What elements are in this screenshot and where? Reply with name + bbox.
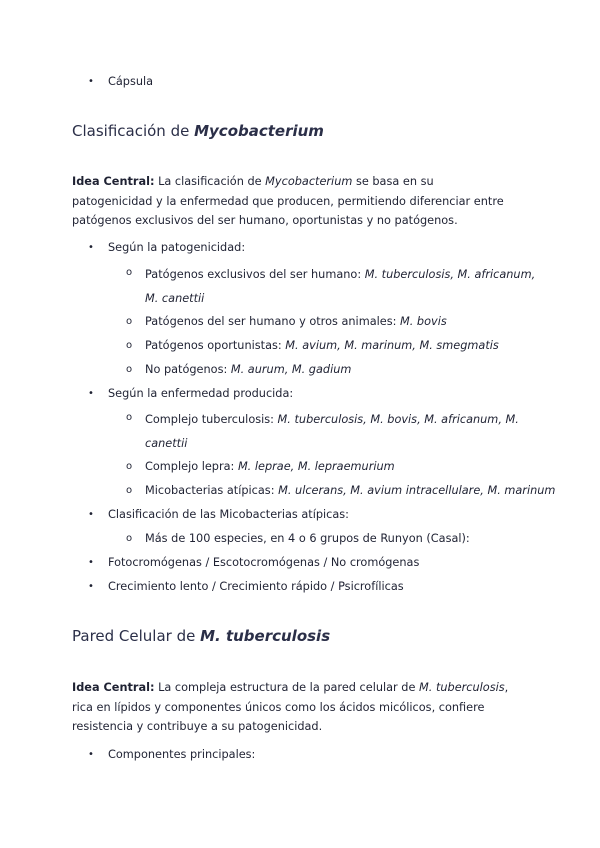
sub-item: Más de 100 especies, en 4 o 6 grupos de Runyon (Casal): [145, 532, 470, 545]
sub-item: No patógenos: M. aurum, M. gadium [145, 363, 352, 376]
bullet-glyph: • [88, 388, 94, 399]
sub-bullet-glyph: o [126, 485, 133, 496]
sub-item: Complejo lepra: M. leprae, M. lepraemurium [145, 460, 395, 473]
bullet-glyph: • [88, 509, 94, 520]
list-item: Crecimiento lento / Crecimiento rápido / Psicrofílicas [108, 580, 404, 593]
list-item-enfermedad: Según la enfermedad producida: [108, 387, 294, 400]
list-item: Fotocromógenas / Escotocromógenas / No cromógenas [108, 556, 420, 569]
sub-item: Patógenos del ser humano y otros animales: M. bovis [145, 315, 447, 328]
bullet-glyph: • [88, 581, 94, 592]
sub-bullet-glyph: o [126, 533, 133, 544]
idea-central-paragraph: Idea Central: La compleja estructura de la pared celular de M. tuberculosis, rica en lípidos y componentes únicos como los ácidos micólicos, confiere resistencia y contribuye a su patogenicidad. [72, 681, 509, 733]
list-item-capsula: Cápsula [108, 75, 154, 88]
section-heading-pared-celular: Pared Celular de M. tuberculosis [72, 627, 331, 645]
bullet-glyph: • [88, 749, 94, 760]
sub-item: Complejo tuberculosis: M. tuberculosis, M. bovis, M. africanum, M. canettii [145, 413, 519, 450]
list-item-atipicas: Clasificación de las Micobacterias atípicas: [108, 508, 349, 521]
bullet-glyph: • [88, 242, 94, 253]
bullet-glyph: • [88, 557, 94, 568]
list-item-componentes: Componentes principales: [108, 748, 256, 761]
bullet-glyph: • [88, 76, 94, 87]
list-item-patogenicidad: Según la patogenicidad: [108, 241, 246, 254]
section-heading-clasificacion: Clasificación de Mycobacterium [72, 122, 324, 140]
sub-bullet-glyph: o [126, 461, 133, 472]
sub-bullet-glyph: o [126, 412, 133, 423]
sub-item: Micobacterias atípicas: M. ulcerans, M. avium intracellulare, M. marinum [145, 484, 556, 497]
sub-bullet-glyph: o [126, 364, 133, 375]
sub-bullet-glyph: o [126, 267, 133, 278]
sub-bullet-glyph: o [126, 316, 133, 327]
sub-bullet-glyph: o [126, 340, 133, 351]
sub-item: Patógenos exclusivos del ser humano: M. tuberculosis, M. africanum, M. canettii [145, 268, 536, 305]
sub-item: Patógenos oportunistas: M. avium, M. marinum, M. smegmatis [145, 339, 499, 352]
idea-central-paragraph: Idea Central: La clasificación de Mycobacterium se basa en su patogenicidad y la enfermedad que producen, permitiendo diferenciar entre patógenos exclusivos del ser humano, oportunistas y no patógenos. [72, 175, 504, 227]
